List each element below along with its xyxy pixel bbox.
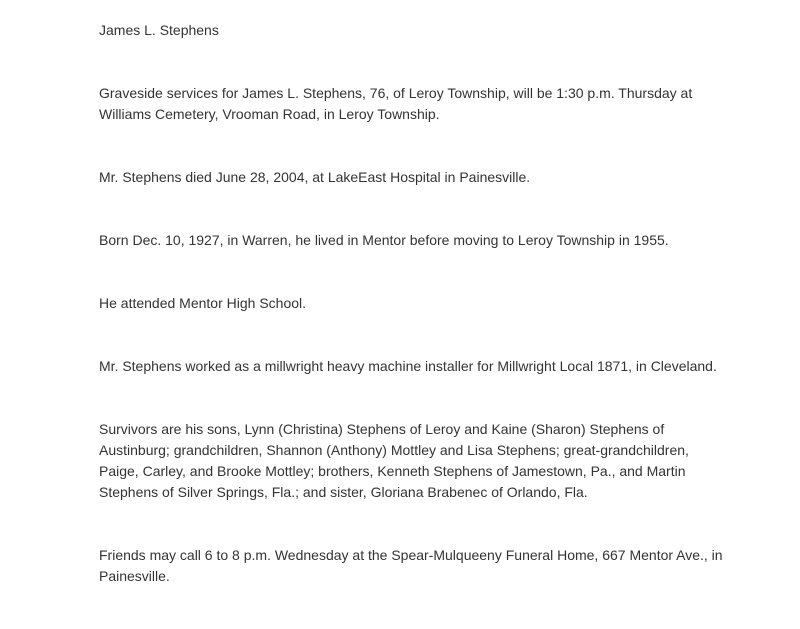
paragraph-survivors: Survivors are his sons, Lynn (Christina) Stephens of Leroy and Kaine (Sharon) Stephens of Austinburg; grandchildren, Shannon (Anthony) Mottley and Lisa Stephens; great-grandchildren, Paige, Carley, and Brooke Mottley; brothers, Kenneth Stephens of Jamestown, Pa., and Martin Stephens of Silver Springs, Fla.; and sister, Gloriana Brabenec of Orlando, Fla. bbox=[99, 421, 689, 500]
paragraph-visitation: Friends may call 6 to 8 p.m. Wednesday at the Spear-Mulqueeny Funeral Home, 667 Mentor Ave., in Painesville. bbox=[99, 547, 723, 584]
paragraph-services: Graveside services for James L. Stephens, 76, of Leroy Township, will be 1:30 p.m. Thursday at Williams Cemetery, Vrooman Road, in Leroy Township. bbox=[99, 85, 693, 122]
obituary-article bbox=[99, 20, 724, 587]
obituary-name: James L. Stephens bbox=[99, 22, 219, 38]
paragraph-career: Mr. Stephens worked as a millwright heavy machine installer for Millwright Local 1871, in Cleveland. bbox=[99, 358, 717, 374]
paragraph-death: Mr. Stephens died June 28, 2004, at LakeEast Hospital in Painesville. bbox=[99, 169, 531, 185]
paragraph-education: He attended Mentor High School. bbox=[99, 295, 307, 311]
paragraph-birth: Born Dec. 10, 1927, in Warren, he lived in Mentor before moving to Leroy Township in 1955. bbox=[99, 232, 669, 248]
